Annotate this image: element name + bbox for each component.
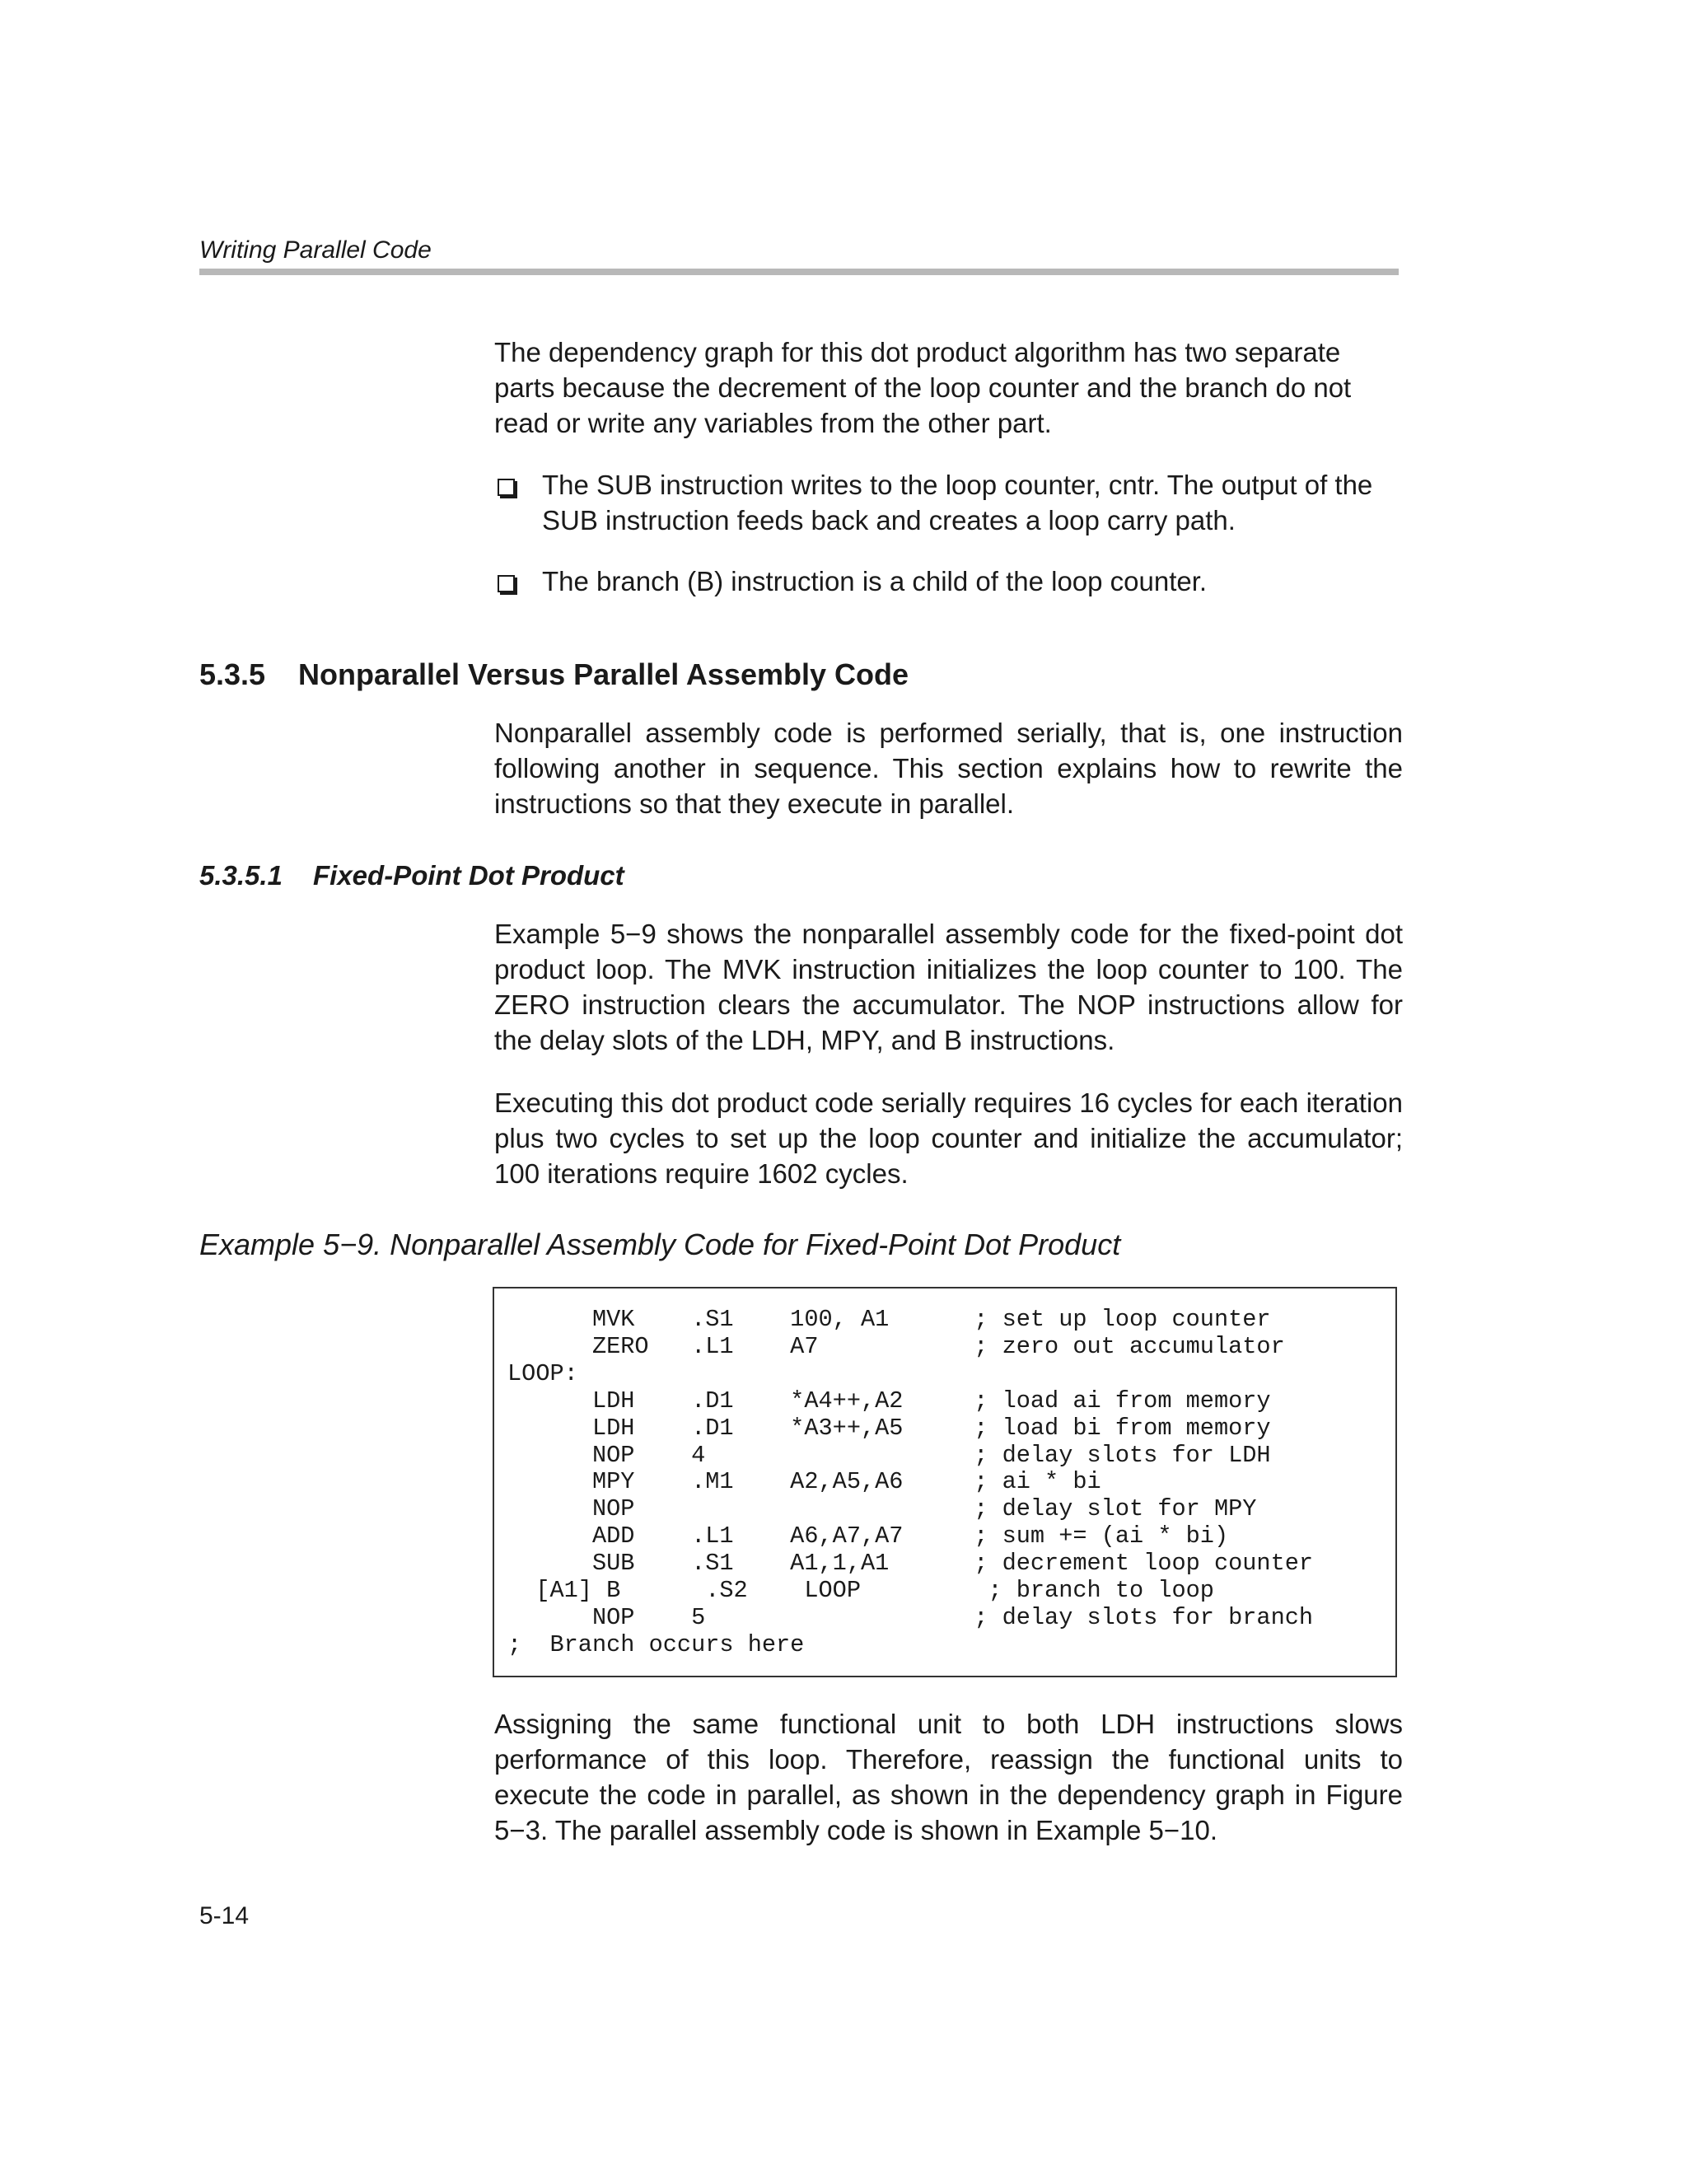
checkbox-bullet-icon — [498, 479, 515, 496]
code-line: ZERO .L1 A7 ; zero out accumulator — [507, 1332, 1285, 1360]
code-listing-box — [493, 1287, 1397, 1677]
code-line: [A1] B .S2 LOOP ; branch to loop — [507, 1577, 1214, 1605]
header-rule — [199, 269, 1399, 275]
bullet-item-sub — [494, 467, 1403, 538]
closing-paragraph: Assigning the same functional unit to both LDH instructions slows performance of this loop. Therefore, reassign the functional units to execute the code in parallel, as shown in the dependency graph in Figure 5−3. The parallel assembly code is shown in Example 5−10. — [494, 1709, 1403, 1845]
code-line: ADD .L1 A6,A7,A7 ; sum += (ai * bi) — [507, 1522, 1229, 1550]
running-header: Writing Parallel Code — [199, 236, 432, 264]
bullet-text: The branch (B) instruction is a child of the loop counter. — [542, 566, 1208, 596]
subsection-heading — [199, 858, 624, 893]
bullet-text: The SUB instruction writes to the loop counter, cntr. The output of the SUB instruction feeds back and creates a loop carry path. — [542, 470, 1373, 535]
code-line: LDH .D1 *A4++,A2 ; load ai from memory — [507, 1387, 1271, 1415]
example-caption: Example 5−9. Nonparallel Assembly Code for Fixed-Point Dot Product — [199, 1228, 1121, 1261]
intro-paragraph: The dependency graph for this dot product algorithm has two separate parts because the decrement of the loop counter and the branch do not read or write any variables from the other part. — [494, 337, 1352, 438]
code-line: MPY .M1 A2,A5,A6 ; ai * bi — [507, 1468, 1101, 1496]
section-title: Nonparallel Versus Parallel Assembly Code — [298, 657, 909, 691]
section-heading — [199, 657, 909, 693]
section-number: 5.3.5 — [199, 657, 266, 691]
code-listing — [507, 1307, 1313, 1659]
code-line: LOOP: — [507, 1359, 578, 1387]
checkbox-bullet-icon — [498, 575, 515, 592]
code-line: LDH .D1 *A3++,A5 ; load bi from memory — [507, 1414, 1271, 1442]
page-number: 5-14 — [199, 1902, 250, 1929]
code-line: SUB .S1 A1,1,A1 ; decrement loop counter — [507, 1550, 1314, 1578]
code-line: MVK .S1 100, A1 ; set up loop counter — [507, 1306, 1271, 1333]
bullet-item-branch — [494, 564, 1403, 599]
code-line: NOP ; delay slot for MPY — [507, 1495, 1257, 1523]
code-line: NOP 4 ; delay slots for LDH — [507, 1441, 1271, 1469]
subsection-paragraph-1: Example 5−9 shows the nonparallel assembly code for the fixed-point dot product loop. The MVK instruction initializes the loop counter to 100. The ZERO instruction clears the accumulator. The NOP instructions allow for the delay slots of the LDH, MPY, and B instructions. — [494, 919, 1403, 1055]
section-paragraph: Nonparallel assembly code is performed serially, that is, one instruction following another in sequence. This section explains how to rewrite the instructions so that they execute in parallel. — [494, 718, 1403, 819]
subsection-paragraph-2: Executing this dot product code serially requires 16 cycles for each iteration plus two cycles to set up the loop counter and initialize the accumulator; 100 iterations require 1602 cycles. — [494, 1087, 1403, 1189]
subsection-title: Fixed-Point Dot Product — [313, 860, 624, 891]
code-line: ; Branch occurs here — [507, 1630, 805, 1658]
subsection-number: 5.3.5.1 — [199, 860, 283, 891]
code-line: NOP 5 ; delay slots for branch — [507, 1603, 1314, 1631]
